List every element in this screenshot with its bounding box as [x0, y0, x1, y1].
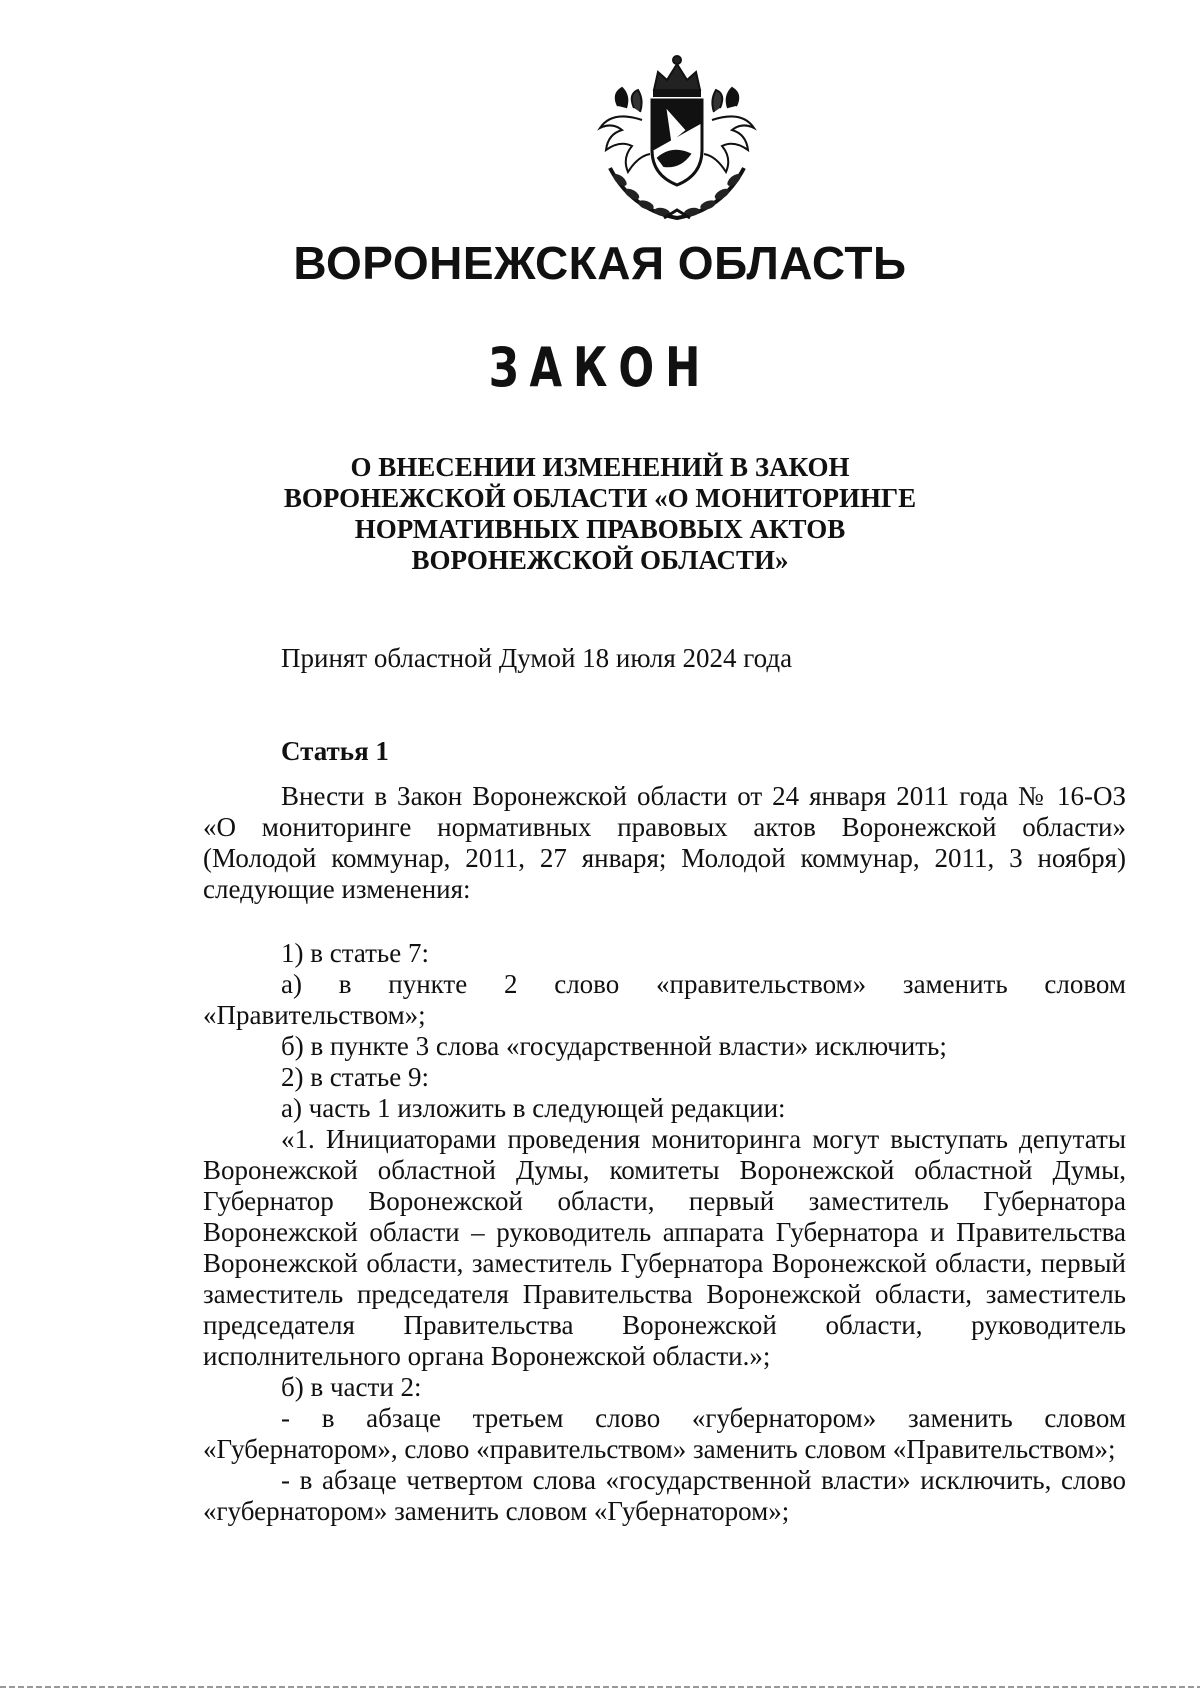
- law-title-line: ВОРОНЕЖСКОЙ ОБЛАСТИ»: [411, 545, 789, 575]
- amendment-item: а) в пункте 2 слово «правительством» заменить словом «Правительством»;: [203, 969, 1126, 1030]
- amendment-item: - в абзаце третьем слово «губернатором» заменить словом «Губернатором», слово «правительством» заменить словом «Правительством»;: [203, 1403, 1126, 1464]
- law-title-line: ВОРОНЕЖСКОЙ ОБЛАСТИ «О МОНИТОРИНГЕ: [283, 483, 917, 513]
- article-heading: Статья 1: [281, 736, 389, 766]
- amendment-item: 2) в статье 9:: [281, 1062, 429, 1092]
- law-title-line: НОРМАТИВНЫХ ПРАВОВЫХ АКТОВ: [354, 514, 846, 544]
- paragraph: Внести в Закон Воронежской области от 24 января 2011 года № 16-ОЗ «О мониторинге нормативных правовых актов Воронежской области» (Молодой коммунар, 2011, 27 января; Молодой коммунар, 2011, 3 ноября) следующие изменения:: [203, 781, 1126, 904]
- coat-of-arms-icon: [572, 50, 782, 225]
- law-title-line: О ВНЕСЕНИИ ИЗМЕНЕНИЙ В ЗАКОН: [350, 452, 850, 482]
- amendment-item: б) в пункте 3 слова «государственной власти» исключить;: [281, 1031, 947, 1061]
- amendment-item: а) часть 1 изложить в следующей редакции:: [281, 1093, 786, 1123]
- scan-edge-divider: [0, 1686, 1200, 1688]
- amendment-item: «1. Инициаторами проведения мониторинга могут выступать депутаты Воронежской областной Думы, комитеты Воронежской областной Думы, Губернатор Воронежской области, первый заместитель Губернатора Воронежской области – руководитель аппарата Губернатора и Правительства Воронежской области, заместитель Губернатора Воронежской области, первый заместитель председателя Правительства Воронежской области, заместитель председателя Правительства Воронежской области, руководитель исполнительного органа Воронежской области.»;: [203, 1124, 1126, 1371]
- amendment-item: б) в части 2:: [281, 1372, 422, 1402]
- document-type-heading: ЗАКОН: [488, 336, 712, 399]
- amendment-list: [203, 938, 1126, 1527]
- article-intro: [203, 781, 1126, 905]
- adoption-note: Принят областной Думой 18 июля 2024 года: [281, 643, 793, 673]
- amendment-item: - в абзаце четвертом слова «государственной власти» исключить, слово «губернатором» заменить словом «Губернатором»;: [203, 1465, 1126, 1526]
- region-heading: ВОРОНЕЖСКАЯ ОБЛАСТЬ: [293, 237, 907, 289]
- law-title: [0, 452, 1200, 576]
- amendment-item: 1) в статье 7:: [281, 938, 429, 968]
